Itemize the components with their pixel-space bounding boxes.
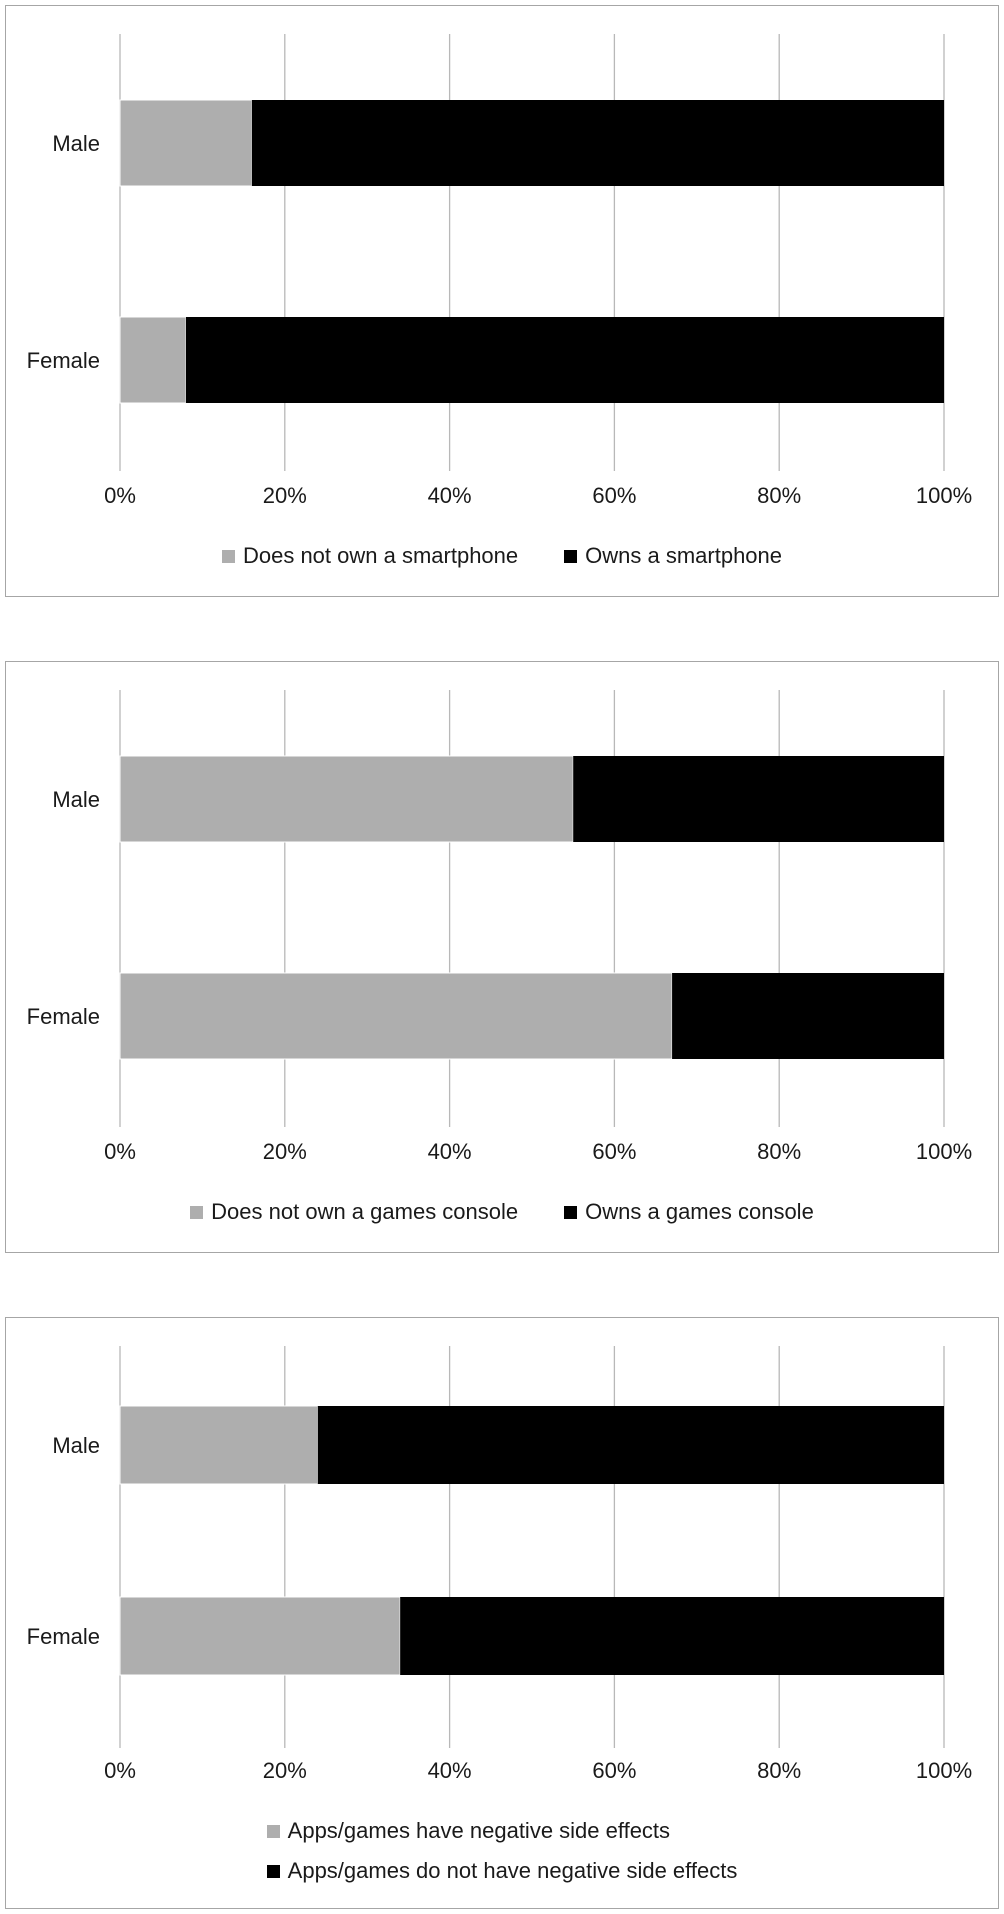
legend (6, 1818, 998, 1884)
bar-male-series-0 (120, 100, 252, 186)
legend-swatch (267, 1825, 280, 1838)
chart-svg-smartphone (6, 6, 1000, 598)
x-tick-label: 60% (592, 1758, 637, 1783)
y-category-label-female: Female (26, 1004, 100, 1029)
x-tick-label: 80% (757, 1758, 802, 1783)
x-tick-label: 40% (427, 1758, 472, 1783)
legend-label: Owns a games console (585, 1199, 814, 1224)
legend-swatch (564, 550, 577, 563)
chart-panel-games-console (5, 661, 999, 1253)
x-tick-label: 100% (915, 483, 973, 508)
legend-item (564, 1199, 814, 1225)
legend-label: Apps/games do not have negative side effects (287, 1858, 738, 1883)
legend-item (267, 1818, 738, 1844)
legend (6, 543, 998, 569)
x-tick-label: 0% (104, 1139, 136, 1164)
bar-male-series-0 (120, 1406, 318, 1484)
bar-female-series-1 (186, 317, 944, 403)
x-tick-label: 20% (262, 483, 307, 508)
legend-label: Does not own a games console (211, 1199, 519, 1224)
y-category-label-male: Male (52, 131, 100, 156)
y-category-label-female: Female (26, 1624, 100, 1649)
legend-item (222, 543, 518, 569)
x-tick-label: 60% (592, 483, 637, 508)
x-tick-label: 100% (915, 1139, 973, 1164)
legend-swatch (222, 550, 235, 563)
x-tick-label: 20% (262, 1758, 307, 1783)
y-category-label-male: Male (52, 787, 100, 812)
x-tick-label: 80% (757, 1139, 802, 1164)
legend-item (564, 543, 782, 569)
bar-female-series-1 (400, 1597, 944, 1675)
legend-swatch (267, 1865, 280, 1878)
x-tick-label: 20% (262, 1139, 307, 1164)
bar-male-series-0 (120, 756, 573, 842)
x-tick-label: 80% (757, 483, 802, 508)
bar-female-series-0 (120, 1597, 400, 1675)
x-tick-label: 60% (592, 1139, 637, 1164)
y-category-label-male: Male (52, 1433, 100, 1458)
x-tick-label: 0% (104, 1758, 136, 1783)
legend-label: Apps/games have negative side effects (287, 1818, 671, 1843)
legend-swatch (564, 1206, 577, 1219)
bar-male-series-1 (318, 1406, 944, 1484)
legend (6, 1199, 998, 1225)
x-tick-label: 40% (427, 483, 472, 508)
bar-female-series-1 (672, 973, 944, 1059)
chart-panel-side-effects (5, 1317, 999, 1909)
bar-male-series-1 (252, 100, 944, 186)
legend-item (190, 1199, 518, 1225)
legend-label: Owns a smartphone (585, 543, 783, 568)
legend-label: Does not own a smartphone (242, 543, 519, 568)
bar-male-series-1 (573, 756, 944, 842)
x-tick-label: 100% (915, 1758, 973, 1783)
y-category-label-female: Female (26, 348, 100, 373)
legend-swatch (190, 1206, 203, 1219)
bar-female-series-0 (120, 317, 186, 403)
x-tick-label: 40% (427, 1139, 472, 1164)
chart-svg-games-console (6, 662, 1000, 1254)
legend-item (267, 1858, 738, 1884)
x-tick-label: 0% (104, 483, 136, 508)
chart-panel-smartphone (5, 5, 999, 597)
bar-female-series-0 (120, 973, 672, 1059)
